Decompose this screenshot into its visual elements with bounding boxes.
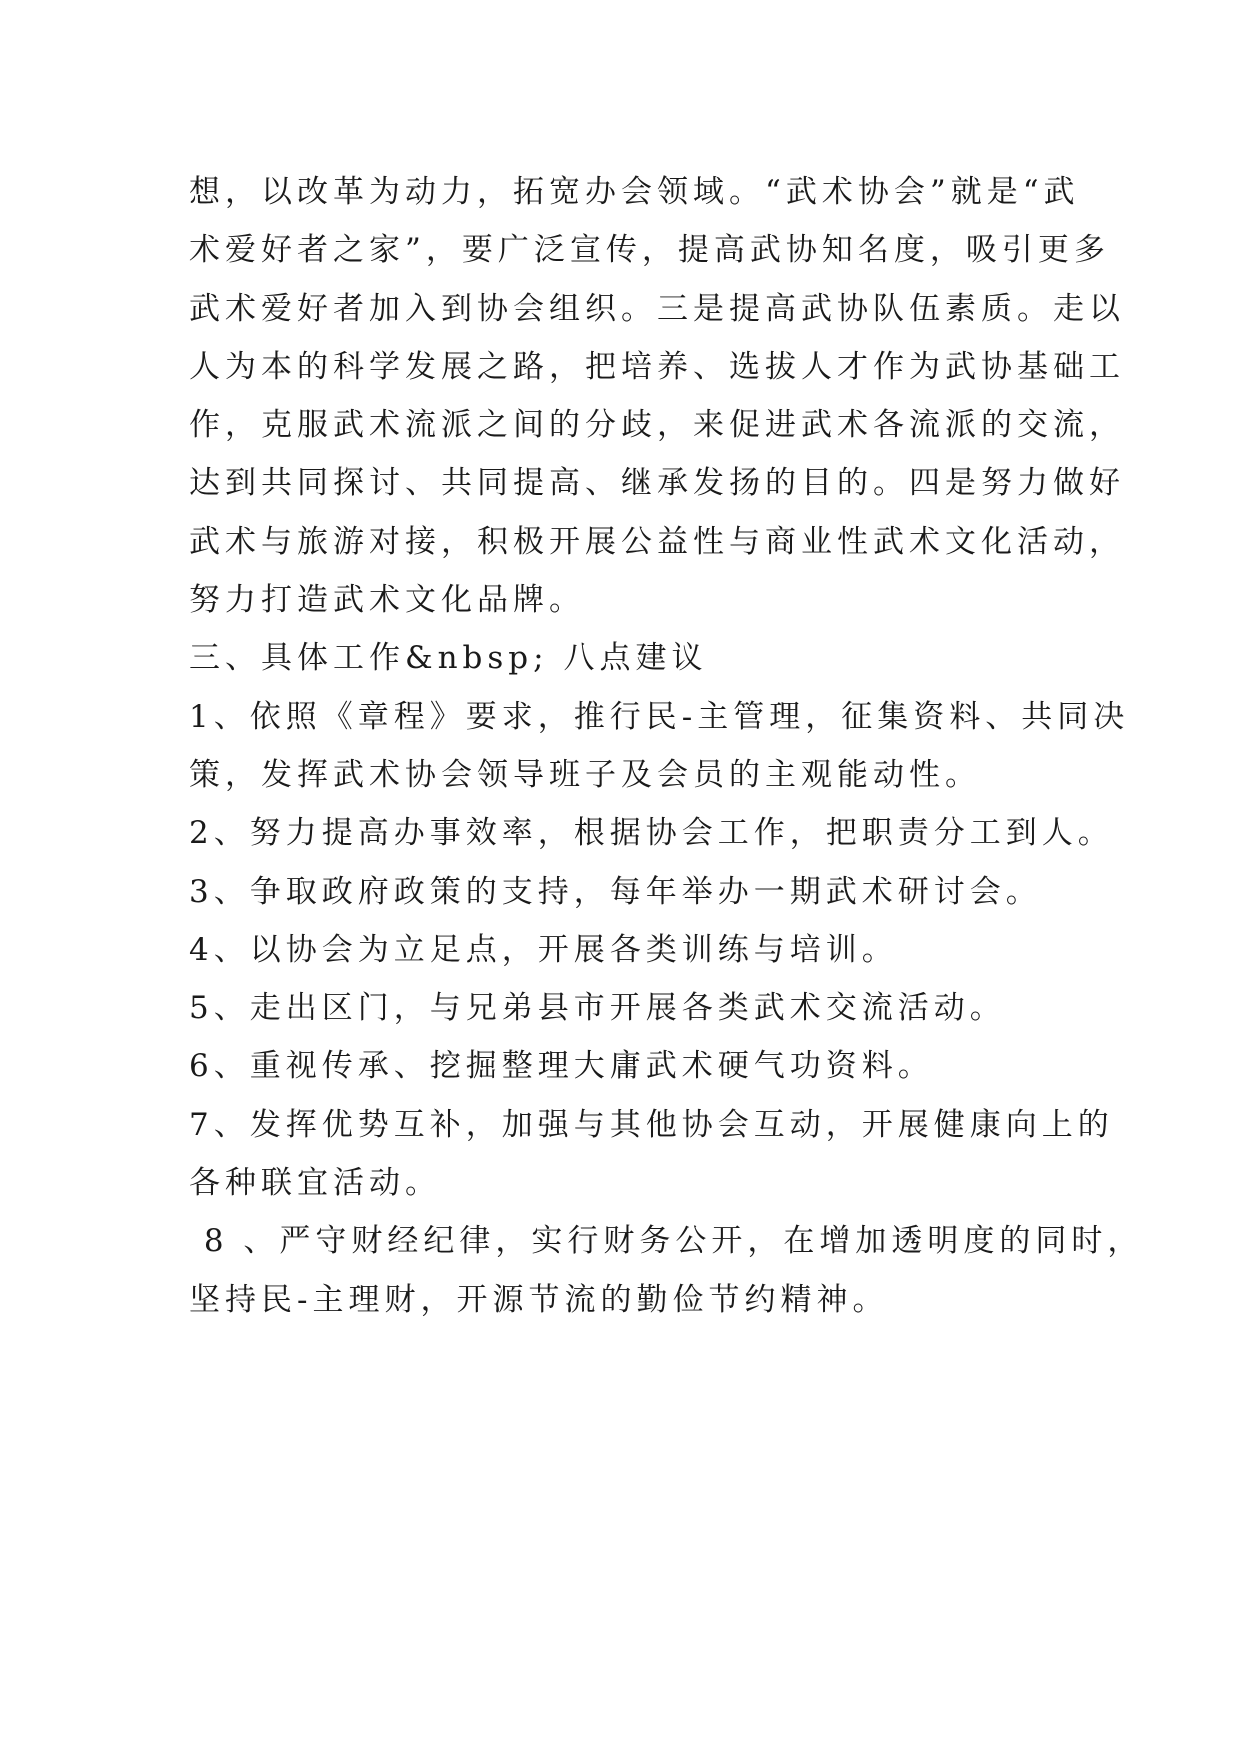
- text-line: 达到共同探讨、共同提高、继承发扬的目的。四是努力做好: [189, 465, 1125, 502]
- document-body: [189, 163, 1144, 1329]
- text-line: 努力打造武术文化品牌。: [189, 582, 585, 619]
- text-line: 武术与旅游对接，积极开展公益性与商业性武术文化活动，: [189, 523, 1125, 560]
- list-item-7-continued: 各种联宜活动。: [189, 1165, 441, 1202]
- list-item-1: 1、依照《章程》要求，推行民-主管理，征集资料、共同决: [189, 698, 1130, 735]
- text-line: 作，克服武术流派之间的分歧，来促进武术各流派的交流，: [189, 407, 1125, 444]
- list-item-4: 4、以协会为立足点，开展各类训练与培训。: [189, 931, 898, 968]
- list-item-3: 3、争取政府政策的支持，每年举办一期武术研讨会。: [189, 873, 1042, 910]
- section-heading: 三、具体工作&nbsp; 八点建议: [189, 640, 708, 677]
- list-item-5: 5、走出区门，与兄弟县市开展各类武术交流活动。: [189, 990, 1006, 1027]
- list-item-7: 7、发挥优势互补，加强与其他协会互动，开展健康向上的: [189, 1106, 1114, 1143]
- list-item-1-continued: 策，发挥武术协会领导班子及会员的主观能动性。: [189, 756, 981, 793]
- list-item-8: 8 、严守财经纪律，实行财务公开，在增加透明度的同时，: [189, 1223, 1144, 1260]
- text-line: 人为本的科学发展之路，把培养、选拔人才作为武协基础工: [189, 348, 1125, 385]
- text-line: 术爱好者之家”，要广泛宣传，提高武协知名度，吸引更多: [189, 232, 1110, 269]
- list-item-2: 2、努力提高办事效率，根据协会工作，把职责分工到人。: [189, 815, 1114, 852]
- text-line: 武术爱好者加入到协会组织。三是提高武协队伍素质。走以: [189, 290, 1125, 327]
- text-line: 想，以改革为动力，拓宽办会领域。“武术协会”就是“武: [189, 174, 1080, 210]
- list-item-8-continued: 坚持民-主理财，开源节流的勤俭节约精神。: [189, 1281, 889, 1318]
- list-item-6: 6、重视传承、挖掘整理大庸武术硬气功资料。: [189, 1048, 934, 1085]
